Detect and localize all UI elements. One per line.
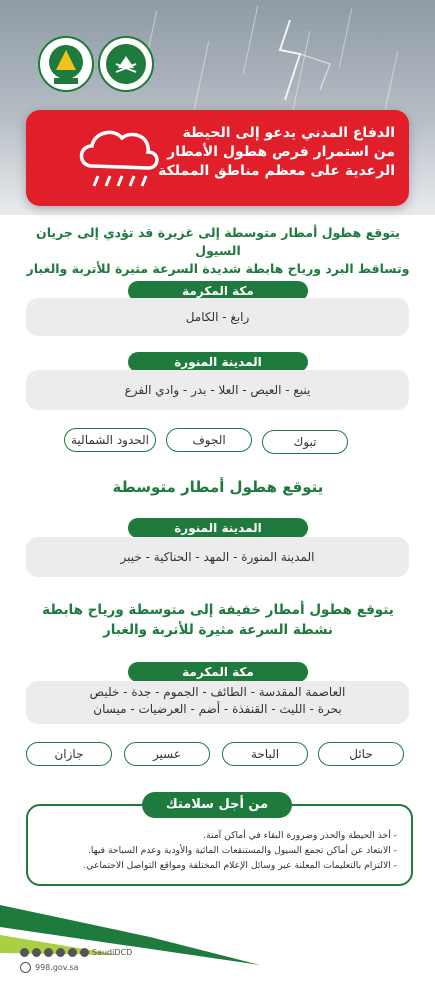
cities-box: ينبع - العيص - العلا - بدر - وادي الفرع: [26, 370, 409, 410]
rain-streak: [192, 41, 210, 119]
region-chip-northern-borders: الحدود الشمالية: [64, 428, 156, 452]
region-chip-baha: الباحة: [222, 742, 308, 766]
social-handle: SaudiDCD: [92, 948, 133, 957]
region-chip-jouf: الجوف: [166, 428, 252, 452]
social-links[interactable]: [20, 948, 132, 957]
headline-line: وتساقط البرد ورياح هابطة شديدة السرعة مثيرة للأتربة والغبار: [26, 261, 410, 276]
cities-line: بحرة - الليث - القنفذة - أضم - العرضيات - ميسان: [93, 702, 342, 716]
cities-box: المدينة المنورة - المهد - الحناكية - خيبر: [26, 537, 409, 577]
region-chip-asir: عسير: [124, 742, 210, 766]
moderate-rain-heading: يتوقع هطول أمطار متوسطة: [112, 478, 324, 496]
heading-line: نشطة السرعة مثيرة للأتربة والغبار: [102, 622, 334, 638]
facebook-icon[interactable]: [68, 948, 77, 957]
region-chip-tabuk: تبوك: [262, 430, 348, 454]
website-link[interactable]: [20, 962, 79, 973]
lightning-icon: [250, 20, 370, 110]
region-pill-makkah: مكة المكرمة: [128, 281, 308, 301]
light-rain-heading: [18, 600, 418, 640]
region-chip-jazan: جازان: [26, 742, 112, 766]
youtube-icon[interactable]: [56, 948, 65, 957]
alert-banner: [26, 110, 409, 206]
alert-line: الرعدية على معظم مناطق المملكة: [158, 163, 395, 179]
safety-tips-list: [47, 828, 397, 873]
globe-icon: [20, 962, 31, 973]
tiktok-icon[interactable]: [80, 948, 89, 957]
region-pill-makkah: مكة المكرمة: [128, 662, 308, 682]
cities-line: العاصمة المقدسة - الطائف - الجموم - جدة - خليص: [89, 685, 346, 699]
safety-tip: - الالتزام بالتعليمات المعلنة عبر وسائل الإعلام المختلفة ومواقع التواصل الاجتماعي.: [83, 860, 397, 871]
civil-defense-logo: [38, 36, 94, 92]
safety-tip: - أخذ الحيطة والحذر وضرورة البقاء في أماكن آمنة.: [203, 830, 397, 841]
instagram-icon[interactable]: [32, 948, 41, 957]
forecast-headline: [18, 224, 418, 278]
cities-box: [26, 681, 409, 724]
region-pill-madinah: المدينة المنورة: [128, 352, 308, 372]
headline-line: يتوقع هطول أمطار متوسطة إلى غزيرة قد تؤدي إلى جريان السيول: [36, 225, 400, 258]
saudi-emblem-logo: [98, 36, 154, 92]
region-pill-madinah: المدينة المنورة: [128, 518, 308, 538]
safety-title: من أجل سلامتك: [142, 792, 292, 818]
x-icon[interactable]: [20, 948, 29, 957]
alert-line: من استمرار فرص هطول الأمطار: [167, 144, 395, 160]
cities-box: رابغ - الكامل: [26, 298, 409, 336]
alert-line: الدفاع المدني يدعو إلى الحيطة: [182, 125, 395, 141]
region-chip-hail: حائل: [318, 742, 404, 766]
website-url[interactable]: 998.gov.sa: [35, 963, 79, 972]
safety-tip: - الابتعاد عن أماكن تجمع السيول والمستنقعات المائية والأودية وعدم السباحة فيها.: [87, 845, 397, 856]
snapchat-icon[interactable]: [44, 948, 53, 957]
heading-line: يتوقع هطول أمطار خفيفة إلى متوسطة ورياح هابطة: [42, 602, 394, 618]
alert-text: [125, 124, 395, 181]
